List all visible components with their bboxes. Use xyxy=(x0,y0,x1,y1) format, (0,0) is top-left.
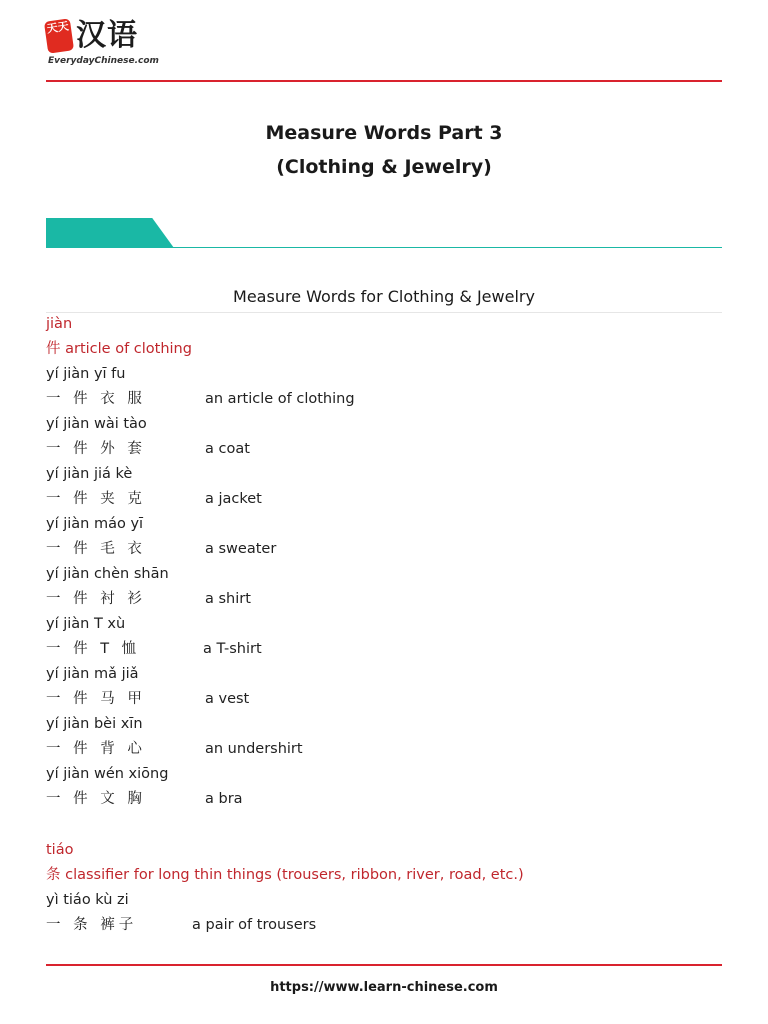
entry-hanzi: 一 件 毛 衣 xyxy=(46,541,146,557)
entry-hanzi: 一 条 裤子 xyxy=(46,917,138,933)
entry-english: a coat xyxy=(205,441,250,457)
footer-url[interactable]: https://www.learn-chinese.com xyxy=(270,980,498,995)
entry-hanzi: 一 件 文 胸 xyxy=(46,791,146,807)
jian-definition: 件 article of clothing xyxy=(46,341,192,357)
entry-pinyin: yí jiàn jiá kè xyxy=(46,466,133,482)
entry-pinyin: yí jiàn yī fu xyxy=(46,366,126,382)
section-divider xyxy=(46,312,722,313)
entry-pinyin: yì tiáo kù zi xyxy=(46,892,129,908)
tiao-definition: 条 classifier for long thin things (trousers, ribbon, river, road, etc.) xyxy=(46,867,524,883)
entry-pinyin: yí jiàn wén xiōng xyxy=(46,766,169,782)
section-banner xyxy=(46,218,174,248)
entry-english: an article of clothing xyxy=(205,391,355,407)
entry-pinyin: yí jiàn máo yī xyxy=(46,516,144,532)
logo-seal: 天天 xyxy=(44,18,74,53)
tiao-pinyin-heading: tiáo xyxy=(46,842,74,858)
section-banner-line xyxy=(46,247,722,248)
page-subtitle: (Clothing & Jewelry) xyxy=(276,156,492,178)
entry-hanzi: 一 件 背 心 xyxy=(46,741,146,757)
entry-english: a sweater xyxy=(205,541,277,557)
entry-hanzi: 一 件 马 甲 xyxy=(46,691,146,707)
footer-divider xyxy=(46,964,722,966)
logo-subtitle: EverydayChinese.com xyxy=(48,56,159,66)
entry-english: a bra xyxy=(205,791,243,807)
header-divider xyxy=(46,80,722,82)
entry-english: a pair of trousers xyxy=(192,917,317,933)
entry-hanzi: 一 件 衬 衫 xyxy=(46,591,146,607)
entry-pinyin: yí jiàn T xù xyxy=(46,616,126,632)
entry-english: a jacket xyxy=(205,491,262,507)
page-title: Measure Words Part 3 xyxy=(265,122,503,144)
logo xyxy=(44,14,164,68)
entry-hanzi: 一 件 外 套 xyxy=(46,441,146,457)
entry-pinyin: yí jiàn bèi xīn xyxy=(46,716,143,732)
entry-english: a shirt xyxy=(205,591,251,607)
entry-pinyin: yí jiàn mǎ jiǎ xyxy=(46,666,139,682)
entry-english: a vest xyxy=(205,691,250,707)
section-title: Measure Words for Clothing & Jewelry xyxy=(233,287,535,306)
logo-text: 汉语 xyxy=(76,18,138,53)
jian-pinyin-heading: jiàn xyxy=(46,316,73,332)
entry-hanzi: 一 件 T 恤 xyxy=(46,641,141,657)
entry-pinyin: yí jiàn wài tào xyxy=(46,416,147,432)
entry-english: a T-shirt xyxy=(203,641,262,657)
entry-english: an undershirt xyxy=(205,741,303,757)
entry-pinyin: yí jiàn chèn shān xyxy=(46,566,169,582)
entry-hanzi: 一 件 夹 克 xyxy=(46,491,146,507)
entry-hanzi: 一 件 衣 服 xyxy=(46,391,146,407)
